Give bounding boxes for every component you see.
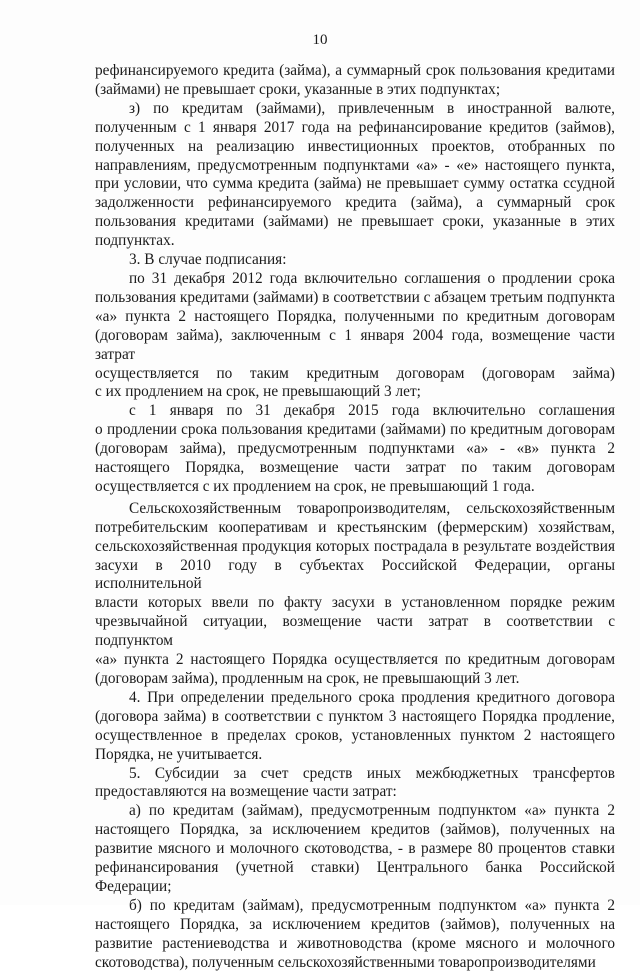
text-line: Сельскохозяйственным товаропроизводителям, сельскохозяйственным: [129, 499, 615, 517]
text-line: развитие мясного и молочного скотоводства, - в размере 80 процентов ставки: [95, 840, 615, 858]
text-line: осуществляется по таким кредитным договорам (договорам займа): [95, 364, 615, 382]
text-line: пользования кредитами (займами) не превышает сроки, указанные в этих: [95, 213, 615, 231]
text-line: власти которых ввели по факту засухи в установленном порядке режим: [95, 594, 615, 612]
text-line: (займами) не превышает сроки, указанные в этих подпунктах;: [95, 80, 501, 98]
text-line: подпунктах.: [95, 232, 175, 250]
text-line: предоставляются на возмещение части затрат:: [95, 783, 397, 801]
text-line: с их продлением на срок, не превышающий 3 лет;: [95, 383, 421, 401]
text-line: осуществленное в пределах сроков, установленных пунктом 2 настоящего: [95, 726, 615, 744]
text-line: з) по кредитам (займами), привлеченным в иностранной валюте,: [129, 99, 615, 117]
text-line: 3. В случае подписания:: [129, 251, 287, 269]
text-line: засухи в 2010 году в субъектах Российской Федерации, органы исполнительной: [95, 556, 615, 593]
text-line: (договорам займа), заключенным с 1 января 2004 года, возмещение части затрат: [95, 326, 615, 363]
text-line: (договора займа) в соответствии с пунктом 3 настоящего Порядка продление,: [95, 707, 615, 725]
text-line: потребительским кооперативам и крестьянским (фермерским) хозяйствам,: [95, 518, 615, 536]
text-line: (договорам займа), продленным на срок, не превышающий 3 лет.: [95, 670, 520, 687]
text-line: развитие растениеводства и животноводства (кроме мясного и молочного: [95, 934, 615, 952]
text-line: по 31 декабря 2012 года включительно соглашения о продлении срока: [129, 269, 615, 287]
text-line: 4. При определении предельного срока продления кредитного договора: [129, 688, 615, 706]
text-line: скотоводства), полученным сельскохозяйственными товаропроизводителями: [95, 953, 596, 971]
text-line: «а» пункта 2 настоящего Порядка, полученными по кредитным договорам: [95, 307, 615, 325]
text-line: рефинансируемого кредита (займа), а суммарный срок пользования кредитами: [95, 62, 615, 79]
text-line: 5. Субсидии за счет средств иных межбюджетных трансфертов: [129, 764, 615, 782]
text-line: пользования кредитами (займами) в соответствии с абзацем третьим подпункта: [95, 288, 615, 306]
text-line: б) по кредитам (займам), предусмотренным подпунктом «а» пункта 2: [129, 896, 615, 914]
text-line: настоящего Порядка, за исключением кредитов (займов), полученных на: [95, 821, 615, 839]
text-line: а) по кредитам (займам), предусмотренным подпунктом «а» пункта 2: [129, 802, 615, 820]
text-line: сельскохозяйственная продукция которых пострадала в результате воздействия: [95, 537, 615, 555]
text-line: направлениям, предусмотренным подпунктами «а» - «е» настоящего пункта,: [95, 156, 615, 174]
text-line: с 1 января по 31 декабря 2015 года включительно соглашения: [129, 402, 615, 420]
text-line: осуществляется с их продлением на срок, не превышающий 1 года.: [95, 477, 535, 495]
text-line: при условии, что сумма кредита (займа) не превышает сумму остатка ссудной: [95, 175, 615, 193]
text-line: настоящего Порядка, возмещение части затрат по таким договорам: [95, 459, 615, 477]
text-line: полученным с 1 января 2017 года на рефинансирование кредитов (займов),: [95, 118, 615, 136]
text-line: настоящего Порядка, за исключением кредитов (займов), полученных на: [95, 915, 615, 933]
text-line: чрезвычайной ситуации, возмещение части затрат в соответствии с подпунктом: [95, 613, 615, 650]
text-line: Порядка, не учитывается.: [95, 745, 263, 763]
text-line: Федерации;: [95, 877, 172, 895]
text-line: о продлении срока пользования кредитами (займами) по кредитным договорам: [95, 421, 615, 439]
text-line: рефинансирования (учетной ставки) Центрального банка Российской: [95, 859, 615, 877]
page-number: 10: [312, 32, 328, 48]
document-body: [95, 62, 615, 973]
text-line: (договорам займа), предусмотренным подпунктами «а» - «в» пункта 2: [95, 440, 615, 458]
text-line: задолженности рефинансируемого кредита (займа), а суммарный срок: [95, 194, 615, 212]
text-line: полученных на реализацию инвестиционных проектов, отобранных по: [95, 137, 615, 155]
text-line: «а» пункта 2 настоящего Порядка осуществляется по кредитным договорам: [95, 651, 615, 669]
